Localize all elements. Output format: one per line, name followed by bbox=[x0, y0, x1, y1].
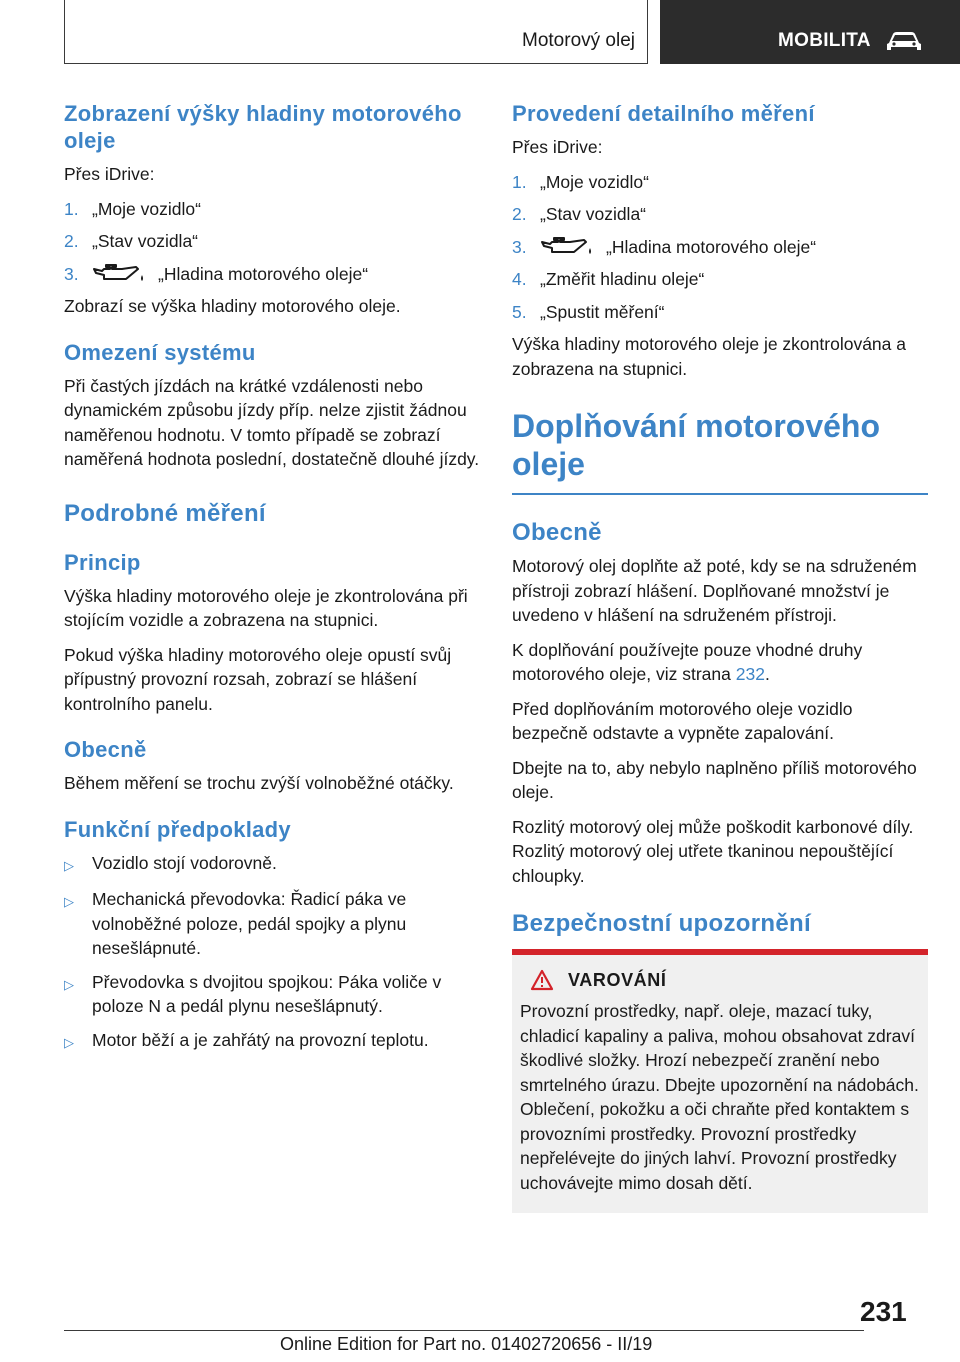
oil-can-icon bbox=[92, 263, 148, 285]
step-number: 1. bbox=[64, 198, 79, 219]
step-number: 3. bbox=[64, 263, 79, 284]
step-text: „Změřit hladinu oleje“ bbox=[540, 269, 705, 289]
general-text-5: Rozlitý motorový olej může poškodit karbonové díly. Rozlitý motorový olej utřete tkaninou nepouštějící chloupky. bbox=[512, 816, 914, 886]
list-text: Vozidlo stojí vodorovně. bbox=[92, 852, 277, 873]
step-number: 3. bbox=[512, 236, 527, 257]
step-text: „Spustit měření“ bbox=[540, 301, 665, 322]
list-item bbox=[64, 887, 484, 961]
car-icon bbox=[884, 29, 924, 53]
left-column bbox=[64, 100, 484, 1064]
principle-text-2: Pokud výška hladiny motorového oleje opustí svůj přípustný provozní rozsah, zobrazí se hlášení kontrolního panelu. bbox=[64, 644, 452, 714]
list-item bbox=[64, 851, 484, 879]
heading-general: Obecně bbox=[64, 737, 147, 762]
heading-detailed-measurement: Podrobné měření bbox=[64, 499, 266, 527]
list-item bbox=[512, 235, 928, 260]
list-item bbox=[64, 262, 484, 287]
bullet-triangle-icon: ▷ bbox=[64, 894, 74, 909]
general-text-2 bbox=[512, 638, 928, 687]
display-steps-list bbox=[64, 197, 484, 287]
general-text-3: Před doplňováním motorového oleje vozidlo bezpečně odstavte a vypněte zapalování. bbox=[512, 698, 853, 743]
list-item bbox=[64, 229, 484, 254]
oil-can-icon bbox=[540, 236, 596, 258]
general-text-4: Dbejte na to, aby nebylo naplněno příliš motorového oleje. bbox=[512, 757, 917, 802]
section-title: Motorový olej bbox=[522, 30, 635, 51]
step-number: 5. bbox=[512, 301, 527, 322]
heading-safety: Bezpečnostní upozornění bbox=[512, 910, 811, 937]
step-number: 2. bbox=[512, 204, 527, 224]
list-text: Motor běží a je zahřátý na provozní teplotu. bbox=[92, 1029, 429, 1050]
bullet-triangle-icon: ▷ bbox=[64, 857, 74, 873]
text-span: . bbox=[764, 664, 770, 684]
chapter-title: Doplňování motorového oleje bbox=[512, 408, 880, 482]
list-item bbox=[64, 197, 484, 222]
result-text: Výška hladiny motorového oleje je zkontrolována a zobrazena na stupnici. bbox=[512, 334, 906, 379]
list-item bbox=[512, 300, 928, 325]
list-item bbox=[512, 202, 928, 227]
step-text: „Moje vozidlo“ bbox=[92, 198, 201, 219]
general-text-1: Motorový olej doplňte až poté, kdy se na sdruženém přístroji zobrazí hlášení. Doplňované množství je uvedeno v hlášení na sdruženém přístroji. bbox=[512, 556, 917, 625]
heading-prerequisites: Funkční předpoklady bbox=[64, 816, 291, 842]
heading-oil-level-display: Zobrazení výšky hladiny motorového oleje bbox=[64, 101, 462, 153]
badge-label: MOBILITA bbox=[778, 30, 871, 51]
page-link[interactable]: 232 bbox=[735, 664, 765, 684]
footer-edition: Online Edition for Part no. 01402720656 - II/19 bbox=[280, 1334, 653, 1354]
limit-text: Při častých jízdách na krátké vzdálenosti nebo dynamickém způsobu jízdy příp. nelze zjistit žádnou naměřenou hodnotu. V tomto případě se zobrazí naměřená hodnota poslední, dostatečně dlouhé jízdy. bbox=[64, 375, 480, 469]
general-text: Během měření se trochu zvýší volnoběžné otáčky. bbox=[64, 773, 454, 793]
warning-text: Provozní prostředky, např. oleje, mazací tuky, chladicí kapaliny a paliva, mohou obsahovat zdraví škodlivé složky. Hrozí nebezpečí zranění nebo smrtelného úrazu. Dbejte upozornění na nádobách. Oblečení, pokožku a oči chraňte před kontaktem s provozními prostředky. Provozní prostředky nepřelévejte do jiných lahví. Provozní prostředky uchovávejte mimo dosah dětí. bbox=[520, 1001, 919, 1193]
heading-perform-measurement: Provedení detailního měření bbox=[512, 101, 815, 126]
intro-text: Přes iDrive: bbox=[512, 137, 603, 157]
list-item bbox=[512, 267, 928, 292]
step-number: 2. bbox=[64, 231, 79, 251]
step-text: „Hladina motorového oleje“ bbox=[606, 236, 817, 257]
bullet-triangle-icon: ▷ bbox=[64, 976, 74, 992]
intro-text: Přes iDrive: bbox=[64, 164, 155, 184]
warning-triangle-icon bbox=[530, 969, 554, 991]
result-text: Zobrazí se výška hladiny motorového oleje. bbox=[64, 296, 401, 316]
chapter-divider bbox=[512, 493, 928, 495]
list-text: Převodovka s dvojitou spojkou: Páka voliče v poloze N a pedál plynu nesešlápnutý. bbox=[92, 971, 442, 1016]
measure-steps-list bbox=[512, 170, 928, 325]
list-item bbox=[64, 970, 484, 1019]
prerequisites-list bbox=[64, 851, 484, 1056]
heading-principle: Princip bbox=[64, 549, 141, 575]
text-span: K doplňování používejte pouze vhodné druhy motorového oleje, viz strana bbox=[512, 639, 863, 684]
heading-general: Obecně bbox=[512, 519, 602, 546]
list-item bbox=[512, 170, 928, 195]
step-text: „Stav vozidla“ bbox=[92, 231, 199, 251]
warning-header bbox=[520, 969, 920, 991]
step-text: „Hladina motorového oleje“ bbox=[158, 263, 369, 284]
header-frame bbox=[64, 0, 648, 64]
bullet-triangle-icon: ▷ bbox=[64, 1034, 74, 1050]
list-text: Mechanická převodovka: Řadicí páka ve volnoběžné poloze, pedál spojky a plynu nesešlápnuté. bbox=[92, 889, 407, 958]
page-number: 231 bbox=[860, 1296, 907, 1327]
list-item bbox=[64, 1028, 484, 1056]
right-column bbox=[512, 100, 928, 1213]
step-number: 1. bbox=[512, 171, 527, 192]
step-number: 4. bbox=[512, 269, 527, 289]
warning-box bbox=[512, 949, 928, 1213]
heading-system-limits: Omezení systému bbox=[64, 339, 256, 365]
warning-title: VAROVÁNÍ bbox=[568, 969, 667, 990]
step-text: „Stav vozidla“ bbox=[540, 204, 647, 224]
step-text: „Moje vozidlo“ bbox=[540, 171, 649, 192]
footer-divider bbox=[64, 1330, 864, 1331]
principle-text-1: Výška hladiny motorového oleje je zkontrolována při stojícím vozidle a zobrazena na stupnici. bbox=[64, 585, 468, 630]
